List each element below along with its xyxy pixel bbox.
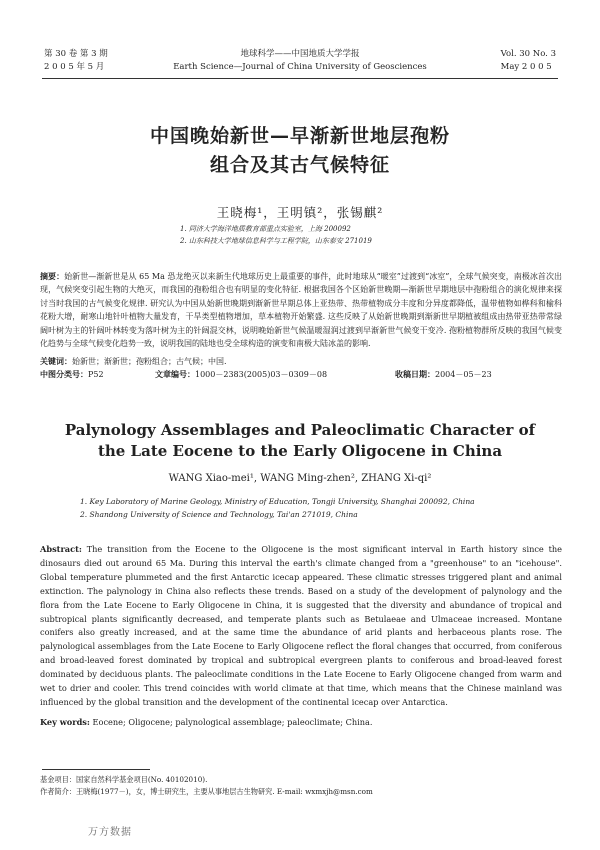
footnote-divider <box>42 769 150 770</box>
english-affiliation-1: 1. Key Laboratory of Marine Geology, Ministry of Education, Tongji University, Shanghai 200092, China <box>80 497 475 506</box>
chinese-affiliation-2: 2. 山东科技大学地球信息科学与工程学院，山东泰安 271019 <box>180 237 372 245</box>
classification-value: P52 <box>88 370 104 379</box>
chinese-abstract-text: 始新世—渐新世是从 65 Ma 恐龙绝灭以来新生代地球历史上最重要的事件，此时地球从“暖室”过渡到“冰室”，全球气候突变，南极冰首次出现，气候突变引起生物的大绝灭，而我国的孢粉组合也有明显的变化特征. 根据我国各个区始新世晚期—渐新世早期地层中孢粉组合的演化规律来探讨当时我国的古气候变化规律. 研究认为中国从始新世晚期到渐新世早期总体上亚热带、热带植物成分丰度和分异度都降低，温带植物如桦科和榆科花粉大增，耐寒山地针叶植物大量发育，干旱类型植物增加，草本植物开始繁盛. 这些反映了从始新世晚期到渐新世早期植被组成由热带亚热带常绿阔叶树为主的针阔叶林转变为落叶树为主的针阔混交林，说明晚始新世气候温暖湿润过渡到早渐新世气候变干变冷. 孢粉植物群所反映的我国气候变化趋势与全球气候变化趋势一致，说明我国的陆地也受全球构造的演变和南极大陆冰盖的影响. <box>40 272 563 349</box>
english-authors: WANG Xiao-mei¹, WANG Ming-zhen², ZHANG Xi-qi² <box>168 473 432 484</box>
received-date-value: 2004－05－23 <box>435 370 492 379</box>
journal-name-en: Earth Science—Journal of China University of Geosciences <box>173 62 427 72</box>
english-title-line1: Palynology Assemblages and Paleoclimatic Character of <box>64 421 536 439</box>
volume-number: Vol. 30 No. 3 <box>500 49 556 59</box>
english-abstract <box>40 543 562 710</box>
footnotes <box>40 774 562 798</box>
chinese-keywords-text: 始新世；渐新世；孢粉组合；古气候；中国. <box>72 357 227 366</box>
chinese-abstract <box>40 270 562 350</box>
article-number <box>155 368 327 381</box>
received-date-label: 收稿日期： <box>395 369 435 379</box>
received-date <box>395 368 492 381</box>
classification-label: 中图分类号： <box>40 369 88 379</box>
chinese-title <box>0 122 600 180</box>
volume-issue: 第 30 卷 第 3 期 <box>44 49 108 59</box>
english-affiliations <box>80 495 475 521</box>
article-number-label: 文章编号： <box>155 369 195 379</box>
english-keywords-label: Key words: <box>40 717 90 727</box>
english-abstract-text: The transition from the Eocene to the Oligocene is the most significant interval in Earth history since the dinosaurs died out around 65 Ma. During this interval the earth's climate changed from a "greenhouse" to an "icehouse". Global temperature plummeted and the first Antarctic icecap appeared. These climatic stresses triggered plant and animal extinction. The palynology in China also reflects these trends. Based on a study of the development of palynology and the flora from the Late Eocene to Early Oligocene in China, it is suggested that the diversity and abundance of tropical and subtropical plants significantly decreased, and temperate plants such as Betulaeae and Ulmaceae increased. Montane conifers also greatly increased, and at the same time the abundance of arid plants and herbaceous plants rose. The palynological assemblages from the Late Eocene to Early Oligocene reflect the floral changes that occurred, from coniferous and broad-leaved forest dominated by tropical and subtropical evergreen plants to coniferous and broad-leaved forest dominated by deciduous plants. The paleoclimate conditions in the Late Eocene to Early Oligocene changed from warm and wet to drier and cooler. This trend coincides with world climate at that time, which means that the Chinese mainland was influenced by the global transition and the development of the continental icecap over Antarctica. <box>40 544 562 707</box>
chinese-affiliations <box>180 223 372 247</box>
english-keywords-text: Eocene; Oligocene; palynological assemblage; paleoclimate; China. <box>92 717 373 727</box>
chinese-title-line1: 中国晚始新世—早渐新世地层孢粉 <box>149 125 450 147</box>
english-abstract-label: Abstract: <box>40 544 82 554</box>
fund-footnote: 基金项目：国家自然科学基金项目(No. 40102010). <box>40 775 208 784</box>
issue-month: May 2 0 0 5 <box>500 62 552 72</box>
classification-number <box>40 368 104 381</box>
chinese-abstract-label: 摘要： <box>40 271 65 281</box>
english-title-line2: the Late Eocene to the Early Oligocene in China <box>97 442 503 460</box>
english-title <box>0 420 600 462</box>
journal-volume-header <box>501 48 556 74</box>
english-keywords <box>40 717 562 727</box>
watermark: 万方数据 <box>88 827 132 838</box>
chinese-authors: 王晓梅¹，王明镇²，张锡麒² <box>216 205 384 220</box>
chinese-keywords-label: 关键词： <box>40 356 72 366</box>
english-affiliation-2: 2. Shandong University of Science and Technology, Tai'an 271019, China <box>80 510 358 519</box>
chinese-affiliation-1: 1. 同济大学海洋地质教育部重点实验室，上海 200092 <box>180 225 351 233</box>
chinese-keywords <box>40 355 227 368</box>
header-divider <box>42 78 558 79</box>
chinese-title-line2: 组合及其古气候特征 <box>209 154 390 176</box>
issue-date: 2 0 0 5 年 5 月 <box>44 62 105 72</box>
author-footnote: 作者简介：王晓梅(1977－)，女，博士研究生，主要从事地层古生物研究. E-mail: wxmxjh@msn.com <box>40 787 373 796</box>
journal-name-cn: 地球科学——中国地质大学学报 <box>240 49 360 59</box>
article-number-value: 1000－2383(2005)03－0309－08 <box>195 370 328 379</box>
